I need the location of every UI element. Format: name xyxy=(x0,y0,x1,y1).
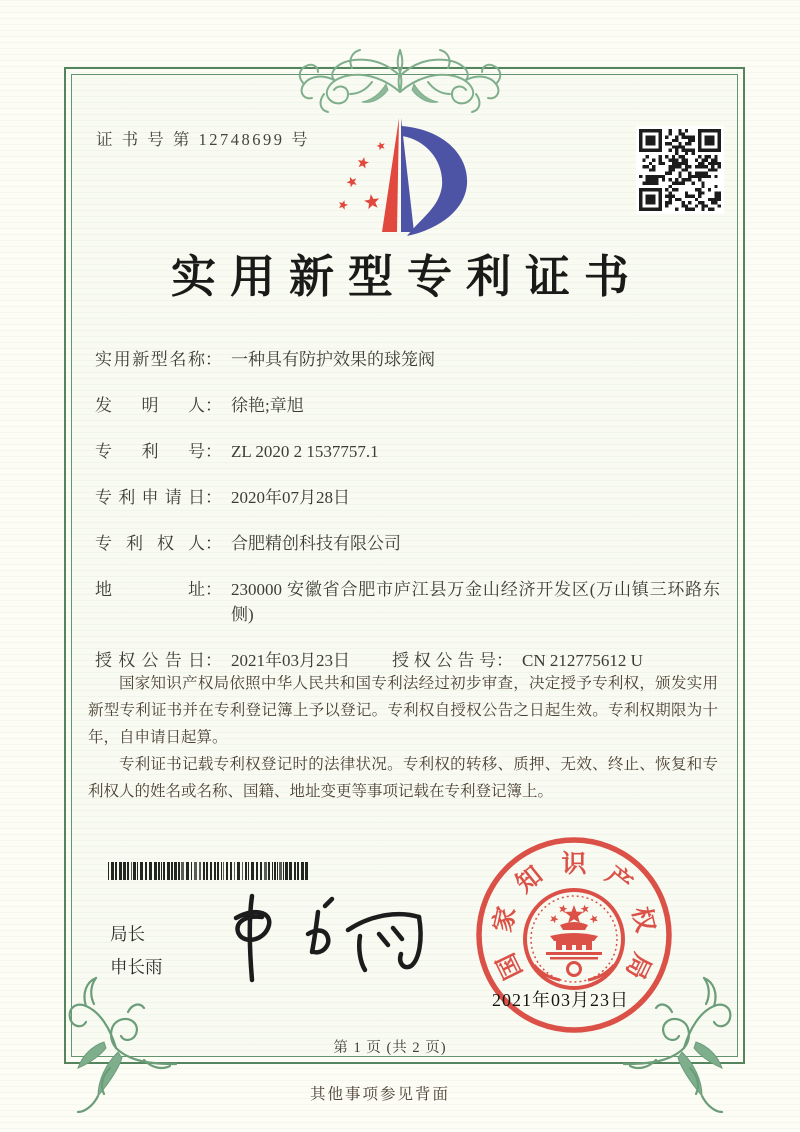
field-colon: ： xyxy=(205,534,222,553)
qr-code xyxy=(636,126,724,214)
field-value: 一种具有防护效果的球笼阀 xyxy=(231,350,435,369)
field-label: 授权公告日 xyxy=(95,651,205,670)
field-colon: ： xyxy=(205,396,222,415)
signer-name: 申长雨 xyxy=(110,957,163,977)
field-colon: ： xyxy=(205,488,222,507)
field-row xyxy=(95,577,720,627)
field-list xyxy=(95,347,720,673)
grant-no-value: CN 212775612 U xyxy=(522,651,643,670)
signature-handwriting-icon xyxy=(222,884,432,993)
seal-char: 产 xyxy=(599,861,637,899)
certificate-title: 实用新型专利证书 xyxy=(170,252,643,302)
field-row xyxy=(95,347,720,372)
field-value: ZL 2020 2 1537757.1 xyxy=(231,442,379,461)
seal-char: 识 xyxy=(561,851,587,878)
seal-char: 知 xyxy=(511,861,549,899)
seal-char: 权 xyxy=(626,904,659,935)
field-label: 专利申请日 xyxy=(95,488,205,507)
signer-block xyxy=(110,918,163,984)
field-label: 地址 xyxy=(95,580,205,599)
field-value: 230000 安徽省合肥市庐江县万金山经济开发区(万山镇三环路东侧) xyxy=(231,580,720,624)
seal-date: 2021年03月23日 xyxy=(492,990,629,1010)
page-number: 第 1 页 (共 2 页) xyxy=(333,1040,447,1056)
field-value: 徐艳;章旭 xyxy=(231,396,304,415)
cnipa-logo-icon xyxy=(300,112,480,245)
field-label: 专利号 xyxy=(95,442,205,461)
grant-date-value: 2021年03月23日 xyxy=(231,651,350,670)
field-colon: ： xyxy=(205,442,222,461)
top-center-ornament-icon xyxy=(288,34,512,118)
field-colon: ： xyxy=(496,651,513,670)
field-colon: ： xyxy=(205,651,222,670)
seal-char: 国 xyxy=(493,948,529,984)
back-note: 其他事项参见背面 xyxy=(309,1086,450,1103)
barcode xyxy=(108,862,308,885)
field-label: 专利权人 xyxy=(95,534,205,553)
signer-title: 局长 xyxy=(110,924,145,944)
field-row xyxy=(95,485,720,510)
certificate-number: 证 书 号 第 12748699 号 xyxy=(96,130,311,149)
field-label: 发明人 xyxy=(95,396,205,415)
field-value: 2020年07月28日 xyxy=(231,488,350,507)
field-row xyxy=(95,393,720,418)
legal-paragraph: 国家知识产权局依照中华人民共和国专利法经过初步审查，决定授予专利权，颁发实用新型专利证书并在专利登记簿上予以登记。专利权自授权公告之日起生效。专利权期限为十年，自申请日起算。 xyxy=(88,675,718,746)
seal-char: 家 xyxy=(489,904,522,935)
field-colon: ： xyxy=(205,350,222,369)
seal-char: 局 xyxy=(619,948,655,984)
field-row xyxy=(95,531,720,556)
field-row xyxy=(95,439,720,464)
field-label: 实用新型名称 xyxy=(95,350,205,369)
legal-paragraph: 专利证书记载专利权登记时的法律状况。专利权的转移、质押、无效、终止、恢复和专利权人的姓名或名称、国籍、地址变更等事项记载在专利登记簿上。 xyxy=(88,756,718,800)
field-value: 合肥精创科技有限公司 xyxy=(231,534,401,553)
field-label: 授权公告号 xyxy=(392,651,496,670)
legal-text-block xyxy=(88,670,718,805)
field-colon: ： xyxy=(205,580,222,599)
